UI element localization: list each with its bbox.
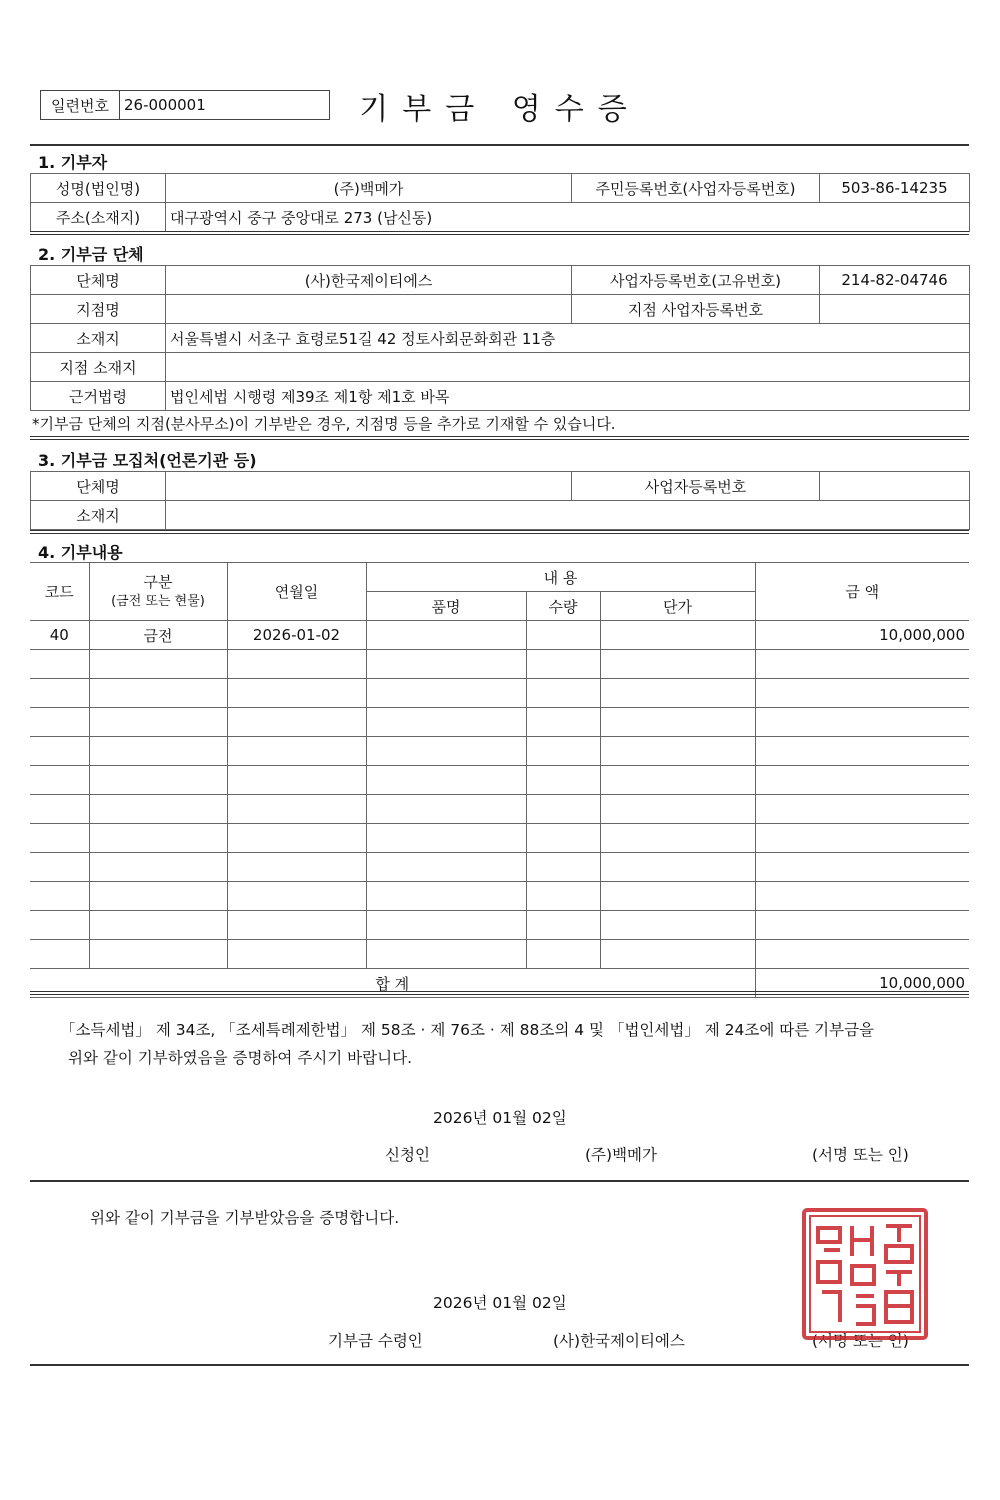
donation-cell-code (30, 737, 89, 766)
donor-name-value: (주)백메가 (166, 174, 572, 203)
donation-cell-date: 2026-01-02 (227, 621, 366, 650)
serial-number-box (40, 90, 330, 120)
applicant-sign-label: (서명 또는 인) (812, 1146, 909, 1164)
legal-basis-value: 법인세법 시행령 제39조 제1항 제1호 바목 (166, 382, 970, 411)
divider (30, 991, 969, 995)
donation-cell-qty (526, 766, 600, 795)
donation-row (30, 795, 969, 824)
donation-cell-price (600, 766, 755, 795)
donation-cell-type (89, 911, 227, 940)
donation-cell-qty (526, 650, 600, 679)
donation-cell-date (227, 882, 366, 911)
donation-cell-date (227, 737, 366, 766)
collector-location-value (166, 501, 970, 530)
donation-cell-qty (526, 708, 600, 737)
donation-cell-date (227, 911, 366, 940)
donation-cell-item (366, 940, 526, 969)
donation-cell-code: 40 (30, 621, 89, 650)
donation-cell-date (227, 650, 366, 679)
donation-cell-date (227, 708, 366, 737)
donor-id-label: 주민등록번호(사업자등록번호) (572, 174, 820, 203)
branch-name-value (166, 295, 572, 324)
donation-cell-amount (755, 940, 969, 969)
donation-cell-type (89, 679, 227, 708)
donation-cell-qty (526, 824, 600, 853)
org-bizno-value: 214-82-04746 (820, 266, 970, 295)
donation-cell-code (30, 766, 89, 795)
donation-cell-price (600, 679, 755, 708)
donation-table (30, 562, 969, 998)
donation-cell-date (227, 679, 366, 708)
divider (30, 530, 969, 534)
statement-line1: 「소득세법」 제 34조, 「조세특례제한법」 제 58조 · 제 76조 · 제 88조의 4 및 「법인세법」 제 24조에 따른 기부금을 (60, 1021, 875, 1039)
statement-line2: 위와 같이 기부하였음을 증명하여 주시기 바랍니다. (68, 1049, 412, 1067)
branch-bizno-value (820, 295, 970, 324)
branch-location-label: 지점 소재지 (31, 353, 166, 382)
donation-cell-type (89, 766, 227, 795)
col-type (89, 563, 227, 621)
donation-cell-code (30, 650, 89, 679)
org-name-label: 단체명 (31, 266, 166, 295)
recipient-label: 기부금 수령인 (328, 1332, 423, 1350)
donation-cell-amount (755, 882, 969, 911)
branch-note: *기부금 단체의 지점(분사무소)이 기부받은 경우, 지점명 등을 추가로 기재할 수 있습니다. (32, 415, 616, 433)
donation-cell-type (89, 650, 227, 679)
donation-cell-item (366, 911, 526, 940)
donation-cell-date (227, 795, 366, 824)
receipt-date: 2026년 01월 02일 (433, 1294, 567, 1312)
donation-cell-type (89, 795, 227, 824)
donation-row (30, 940, 969, 969)
donation-cell-price (600, 882, 755, 911)
donation-row (30, 911, 969, 940)
donation-cell-amount (755, 795, 969, 824)
donation-row (30, 708, 969, 737)
donation-cell-price (600, 940, 755, 969)
donor-address-label: 주소(소재지) (31, 203, 166, 232)
donation-cell-code (30, 824, 89, 853)
donation-cell-item (366, 766, 526, 795)
donation-cell-type (89, 940, 227, 969)
collector-bizno-label: 사업자등록번호 (572, 472, 820, 501)
donation-cell-type (89, 882, 227, 911)
donation-row (30, 853, 969, 882)
section4-heading: 4. 기부내용 (38, 543, 123, 562)
col-item: 품명 (366, 592, 526, 621)
donation-cell-item (366, 679, 526, 708)
donation-cell-price (600, 853, 755, 882)
donation-cell-qty (526, 911, 600, 940)
divider (30, 436, 969, 440)
donor-address-value: 대구광역시 중구 중앙대로 273 (남신동) (166, 203, 970, 232)
collector-table (30, 471, 970, 530)
donation-row (30, 650, 969, 679)
collector-name-label: 단체명 (31, 472, 166, 501)
organization-table (30, 265, 970, 411)
donation-cell-price (600, 795, 755, 824)
donation-cell-date (227, 766, 366, 795)
donation-cell-date (227, 824, 366, 853)
receipt-text: 위와 같이 기부금을 기부받았음을 증명합니다. (90, 1209, 400, 1227)
col-code: 코드 (30, 563, 89, 621)
col-amount: 금 액 (755, 563, 969, 621)
donation-cell-item (366, 795, 526, 824)
donation-cell-code (30, 853, 89, 882)
donation-cell-item (366, 708, 526, 737)
donation-row (30, 882, 969, 911)
section1-heading: 1. 기부자 (38, 153, 108, 172)
col-type-title: 구분 (143, 572, 173, 591)
collector-location-label: 소재지 (31, 501, 166, 530)
donation-cell-code (30, 882, 89, 911)
donation-cell-item (366, 737, 526, 766)
donation-cell-amount (755, 766, 969, 795)
donor-id-value: 503-86-14235 (820, 174, 970, 203)
donation-cell-code (30, 911, 89, 940)
donation-cell-type (89, 824, 227, 853)
divider (30, 1180, 969, 1182)
donation-cell-price (600, 824, 755, 853)
donation-cell-item (366, 853, 526, 882)
col-price: 단가 (600, 592, 755, 621)
section2-heading: 2. 기부금 단체 (38, 245, 144, 264)
donation-cell-amount (755, 650, 969, 679)
org-location-value: 서울특별시 서초구 효령로51길 42 정토사회문화회관 11층 (166, 324, 970, 353)
donation-cell-price (600, 911, 755, 940)
donation-cell-amount (755, 911, 969, 940)
donation-cell-amount (755, 708, 969, 737)
donation-cell-type (89, 853, 227, 882)
applicant-label: 신청인 (385, 1146, 430, 1164)
divider (30, 144, 969, 146)
collector-bizno-value (820, 472, 970, 501)
col-date: 연월일 (227, 563, 366, 621)
divider (30, 1364, 969, 1366)
donation-row (30, 679, 969, 708)
recipient-name: (사)한국제이티에스 (553, 1332, 685, 1350)
divider (30, 231, 969, 235)
org-location-label: 소재지 (31, 324, 166, 353)
donor-name-label: 성명(법인명) (31, 174, 166, 203)
donation-cell-qty (526, 940, 600, 969)
donation-cell-code (30, 679, 89, 708)
donation-cell-amount (755, 824, 969, 853)
col-type-sub: (금전 또는 현물) (111, 593, 205, 609)
donation-cell-price (600, 737, 755, 766)
donation-cell-code (30, 795, 89, 824)
donation-cell-qty (526, 882, 600, 911)
donation-cell-item (366, 882, 526, 911)
donation-cell-date (227, 853, 366, 882)
org-name-value: (사)한국제이티에스 (166, 266, 572, 295)
donation-cell-qty (526, 737, 600, 766)
donation-cell-qty (526, 853, 600, 882)
document-title: 기부금 영수증 (359, 92, 641, 127)
applicant-name: (주)백메가 (585, 1146, 657, 1164)
collector-name-value (166, 472, 572, 501)
branch-name-label: 지점명 (31, 295, 166, 324)
application-date: 2026년 01월 02일 (433, 1109, 567, 1127)
donation-cell-item (366, 621, 526, 650)
donor-table (30, 173, 970, 232)
donation-cell-price (600, 650, 755, 679)
col-content: 내 용 (366, 563, 755, 592)
serial-number-value: 26-000001 (124, 96, 206, 114)
total-value: 10,000,000 (755, 969, 969, 998)
donation-cell-qty (526, 795, 600, 824)
donation-cell-qty (526, 621, 600, 650)
donation-row (30, 737, 969, 766)
legal-basis-label: 근거법령 (31, 382, 166, 411)
total-label: 합 계 (30, 969, 755, 998)
donation-cell-type (89, 737, 227, 766)
statement-text (60, 1016, 960, 1072)
branch-bizno-label: 지점 사업자등록번호 (572, 295, 820, 324)
branch-location-value (166, 353, 970, 382)
donation-cell-qty (526, 679, 600, 708)
donation-cell-amount (755, 679, 969, 708)
donation-cell-date (227, 940, 366, 969)
section3-heading: 3. 기부금 모집처(언론기관 등) (38, 451, 257, 470)
donation-cell-type: 금전 (89, 621, 227, 650)
donation-row (30, 621, 969, 650)
official-seal-icon (800, 1206, 930, 1342)
donation-cell-amount (755, 853, 969, 882)
donation-cell-price (600, 708, 755, 737)
donation-cell-item (366, 650, 526, 679)
donation-row (30, 766, 969, 795)
col-qty: 수량 (526, 592, 600, 621)
serial-number-label: 일련번호 (41, 91, 120, 119)
donation-cell-amount (755, 737, 969, 766)
donation-cell-code (30, 708, 89, 737)
donation-cell-item (366, 824, 526, 853)
donation-cell-code (30, 940, 89, 969)
donation-row (30, 824, 969, 853)
org-bizno-label: 사업자등록번호(고유번호) (572, 266, 820, 295)
donation-cell-type (89, 708, 227, 737)
donation-cell-price (600, 621, 755, 650)
donation-cell-amount: 10,000,000 (755, 621, 969, 650)
recipient-sign-label: (서명 또는 인) (812, 1332, 909, 1350)
